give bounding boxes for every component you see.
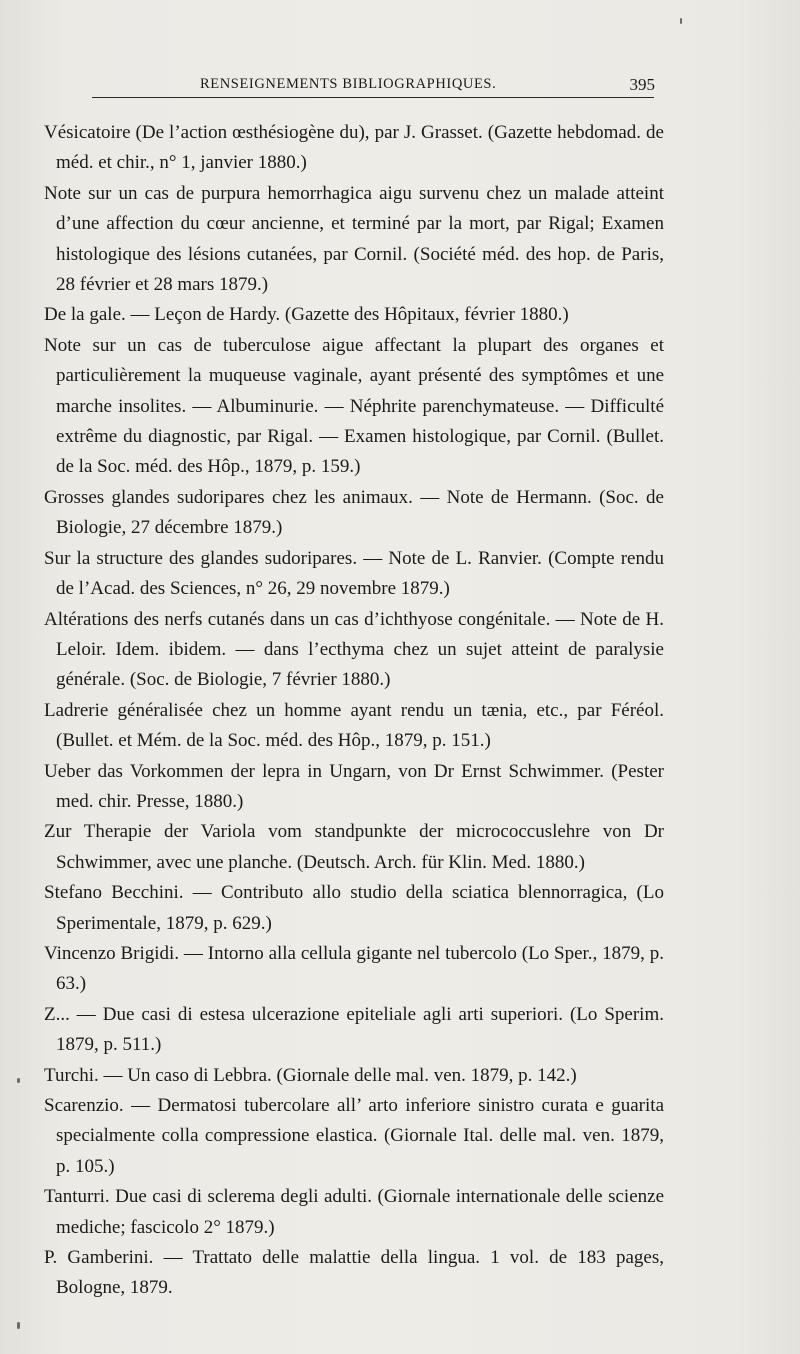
bibliography-entry: Tanturri. Due casi di sclerema degli adulti. (Giornale internationale delle scienze mediche; fascicolo 2° 1879.) [44, 1186, 664, 1238]
bibliography-entry: Note sur un cas de tuberculose aigue affectant la plupart des organes et particulièrement la muqueuse vaginale, ayant présenté des symptômes et une marche insolites. — Albuminurie. — Néphrite parenchymateuse. — Difficulté extrême du diagnostic, par Rigal. — Examen histologique, par Cornil. (Bullet. de la Soc. méd. des Hôp., 1879, p. 159.) [44, 334, 664, 478]
bibliography-entry: Grosses glandes sudoripares chez les animaux. — Note de Hermann. (Soc. de Biologie, 27 décembre 1879.) [44, 486, 664, 539]
paper-speck [17, 1322, 20, 1329]
bibliography-entry: Sur la structure des glandes sudoripares. — Note de L. Ranvier. (Compte rendu de l’Acad. des Sciences, n° 26, 29 novembre 1879.) [44, 547, 664, 600]
bibliography-entry: Vésicatoire (De l’action œsthésiogène du), par J. Grasset. (Gazette hebdomad. de méd. et chir., n° 1, janvier 1880.) [44, 122, 664, 174]
bibliography-entry: Note sur un cas de purpura hemorrhagica aigu survenu chez un malade atteint d’une affection du cœur ancienne, et terminé par la mort, par Rigal; Examen histologique des lésions cutanées, par Cornil. (Société méd. des hop. de Paris, 28 février et 28 mars 1879.) [44, 182, 664, 296]
paper-speck [17, 1078, 20, 1083]
page-number: 395 [629, 75, 655, 94]
bibliography-entry: Ueber das Vorkommen der lepra in Ungarn, von Dr Ernst Schwimmer. (Pester med. chir. Presse, 1880.) [44, 760, 664, 812]
header-rule [92, 97, 654, 98]
bibliography-list [44, 118, 664, 1304]
running-head: RENSEIGNEMENTS BIBLIOGRAPHIQUES. [200, 76, 497, 92]
bibliography-entry: Ladrerie généralisée chez un homme ayant rendu un tænia, etc., par Féréol. (Bullet. et Mém. de la Soc. méd. des Hôp., 1879, p. 151.) [44, 699, 664, 752]
bibliography-entry: Altérations des nerfs cutanés dans un cas d’ichthyose congénitale. — Note de H. Leloir. Idem. ibidem. — dans l’ecthyma chez un sujet atteint de paralysie générale. (Soc. de Biologie, 7 février 1880.) [44, 608, 664, 691]
bibliography-entry: Stefano Becchini. — Contributo allo studio della sciatica blennorragica, (Lo Sperimentale, 1879, p. 629.) [44, 882, 664, 934]
bibliography-entry: Z... — Due casi di estesa ulcerazione epiteliale agli arti superiori. (Lo Sperim. 1879, p. 511.) [44, 1003, 664, 1056]
bibliography-entry: Vincenzo Brigidi. — Intorno alla cellula gigante nel tubercolo (Lo Sper., 1879, p. 63.) [44, 942, 664, 995]
bibliography-entry: Scarenzio. — Dermatosi tubercolare all’ arto inferiore sinistro curata e guarita specialmente colla compressione elastica. (Giornale Ital. delle mal. ven. 1879, p. 105.) [44, 1095, 664, 1177]
bibliography-entry: Zur Therapie der Variola vom standpunkte der micrococcuslehre von Dr Schwimmer, avec une planche. (Deutsch. Arch. für Klin. Med. 1880.) [44, 821, 664, 873]
bibliography-entry: Turchi. — Un caso di Lebbra. (Giornale delle mal. ven. 1879, p. 142.) [44, 1064, 577, 1086]
bibliography-entry: P. Gamberini. — Trattato delle malattie della lingua. 1 vol. de 183 pages, Bologne, 1879. [44, 1247, 664, 1299]
bibliography-entry: De la gale. — Leçon de Hardy. (Gazette des Hôpitaux, février 1880.) [44, 304, 569, 326]
paper-speck [680, 18, 682, 24]
